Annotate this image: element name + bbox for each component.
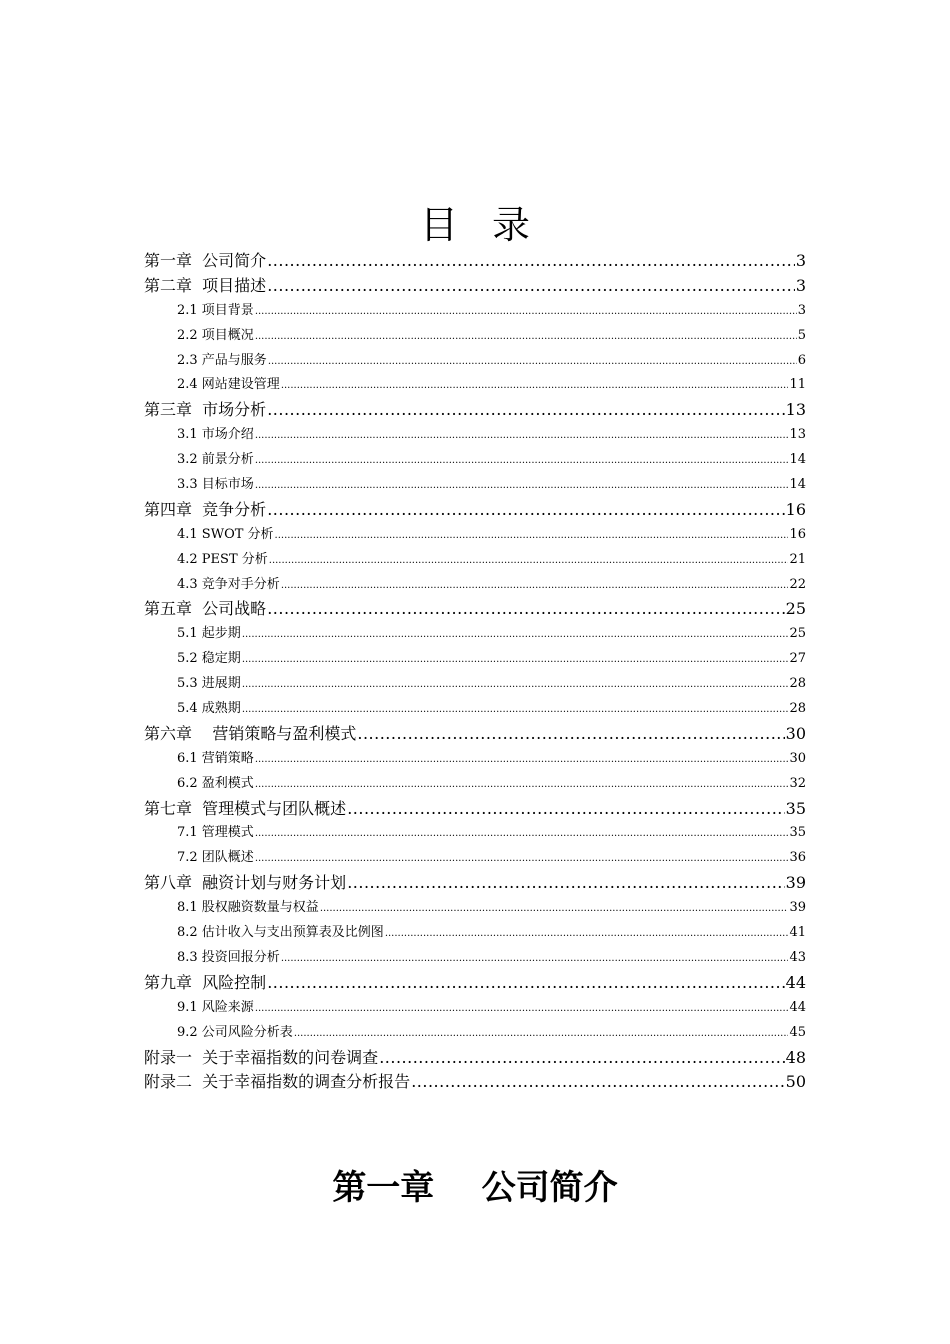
- toc-section-entry[interactable]: [144, 349, 806, 374]
- toc-entry-page-number: 14: [789, 477, 806, 493]
- toc-entry-label: 5.2 稳定期: [177, 651, 241, 667]
- toc-entry-label: 3.3 目标市场: [177, 477, 254, 493]
- toc-entry-label: 5.4 成熟期: [177, 701, 241, 717]
- toc-entry-label: 5.3 进展期: [177, 676, 241, 692]
- toc-dot-leader: [281, 373, 789, 398]
- toc-dot-leader: [255, 299, 797, 324]
- toc-entry-page-number: 28: [789, 701, 806, 717]
- toc-entry-label: 6.2 盈利模式: [177, 775, 254, 791]
- toc-dot-leader: [347, 871, 784, 896]
- toc-section-entry[interactable]: [144, 373, 806, 398]
- toc-chapter-entry[interactable]: [144, 274, 806, 299]
- toc-section-entry[interactable]: [144, 846, 806, 871]
- toc-section-entry[interactable]: [144, 622, 806, 647]
- toc-dot-leader: [267, 398, 784, 423]
- toc-entry-page-number: 27: [789, 651, 806, 667]
- toc-entry-page-number: 14: [789, 452, 806, 468]
- toc-section-entry[interactable]: [144, 672, 806, 697]
- toc-entry-label: 8.2 估计收入与支出预算表及比例图: [177, 925, 384, 941]
- toc-title: 目录: [419, 203, 564, 248]
- toc-entry-label: 第三章 市场分析: [144, 400, 267, 420]
- toc-entry-page-number: 13: [789, 427, 806, 443]
- toc-dot-leader: [320, 896, 789, 921]
- toc-entry-label: 6.1 营销策略: [177, 750, 254, 766]
- toc-chapter-entry[interactable]: [144, 871, 806, 896]
- toc-entry-page-number: 30: [789, 750, 806, 766]
- toc-entry-label: 8.3 投资回报分析: [177, 949, 280, 965]
- toc-entry-label: 第一章 公司简介: [144, 251, 267, 270]
- toc-entry-label: 2.1 项目背景: [177, 302, 254, 318]
- toc-entry-label: 第四章 竞争分析: [144, 499, 267, 519]
- toc-chapter-entry[interactable]: [144, 797, 806, 822]
- toc-section-entry[interactable]: [144, 523, 806, 548]
- toc-dot-leader: [275, 523, 789, 548]
- toc-entry-page-number: 39: [789, 900, 806, 916]
- toc-dot-leader: [357, 722, 784, 747]
- toc-dot-leader: [281, 946, 789, 971]
- toc-entry-page-number: 28: [789, 676, 806, 692]
- toc-entry-label: 第六章 营销策略与盈利模式: [144, 723, 357, 743]
- toc-section-entry[interactable]: [144, 423, 806, 448]
- toc-chapter-entry[interactable]: [144, 1070, 806, 1095]
- toc-dot-leader: [255, 996, 789, 1021]
- toc-entry-label: 3.2 前景分析: [177, 452, 254, 468]
- toc-section-entry[interactable]: [144, 1021, 806, 1046]
- toc-section-entry[interactable]: [144, 299, 806, 324]
- toc-dot-leader: [267, 249, 795, 274]
- toc-section-entry[interactable]: [144, 324, 806, 349]
- toc-entry-label: 5.1 起步期: [177, 626, 241, 642]
- toc-dot-leader: [267, 971, 784, 996]
- toc-section-entry[interactable]: [144, 548, 806, 573]
- toc-entry-page-number: 22: [789, 576, 806, 592]
- toc-entry-page-number: 32: [789, 775, 806, 791]
- toc-entry-page-number: 36: [789, 850, 806, 866]
- toc-section-entry[interactable]: [144, 821, 806, 846]
- toc-section-entry[interactable]: [144, 448, 806, 473]
- toc-dot-leader: [242, 647, 789, 672]
- toc-entry-page-number: 39: [785, 873, 806, 893]
- toc-entry-page-number: 3: [795, 251, 806, 270]
- toc-dot-leader: [294, 1021, 789, 1046]
- toc-dot-leader: [385, 921, 789, 946]
- toc-chapter-entry[interactable]: [144, 597, 806, 622]
- table-of-contents: [144, 249, 806, 1095]
- toc-chapter-entry[interactable]: [144, 398, 806, 423]
- toc-dot-leader: [255, 324, 797, 349]
- toc-entry-page-number: 3: [795, 275, 806, 295]
- toc-dot-leader: [268, 349, 797, 374]
- toc-dot-leader: [242, 622, 789, 647]
- toc-entry-label: 2.4 网站建设管理: [177, 377, 280, 393]
- toc-entry-label: 第二章 项目描述: [144, 275, 267, 295]
- toc-entry-page-number: 44: [789, 999, 806, 1015]
- toc-entry-label: 第八章 融资计划与财务计划: [144, 873, 347, 893]
- toc-entry-label: 7.2 团队概述: [177, 850, 254, 866]
- toc-dot-leader: [267, 498, 784, 523]
- toc-dot-leader: [255, 747, 789, 772]
- toc-section-entry[interactable]: [144, 573, 806, 598]
- toc-dot-leader: [255, 846, 789, 871]
- toc-dot-leader: [255, 423, 789, 448]
- toc-entry-page-number: 25: [785, 599, 806, 619]
- toc-dot-leader: [347, 797, 784, 822]
- toc-entry-label: 附录二 关于幸福指数的调查分析报告: [144, 1072, 411, 1092]
- toc-entry-page-number: 30: [785, 723, 806, 743]
- toc-entry-label: 第九章 风险控制: [144, 972, 267, 992]
- toc-dot-leader: [242, 697, 789, 722]
- toc-section-entry[interactable]: [144, 996, 806, 1021]
- toc-entry-page-number: 48: [785, 1047, 806, 1067]
- toc-entry-label: 9.2 公司风险分析表: [177, 1024, 293, 1040]
- toc-dot-leader: [267, 597, 784, 622]
- toc-chapter-entry[interactable]: [144, 249, 806, 274]
- toc-entry-page-number: 6: [797, 352, 806, 368]
- toc-entry-page-number: 41: [789, 925, 806, 941]
- toc-chapter-entry[interactable]: [144, 971, 806, 996]
- toc-section-entry[interactable]: [144, 921, 806, 946]
- toc-entry-label: 附录一 关于幸福指数的问卷调查: [144, 1047, 379, 1067]
- toc-entry-page-number: 25: [789, 626, 806, 642]
- toc-entry-page-number: 5: [797, 327, 806, 343]
- toc-entry-page-number: 16: [789, 526, 806, 542]
- toc-entry-page-number: 50: [785, 1072, 806, 1092]
- toc-entry-label: 8.1 股权融资数量与权益: [177, 900, 319, 916]
- toc-chapter-entry[interactable]: [144, 722, 806, 747]
- toc-entry-page-number: 3: [797, 302, 806, 318]
- toc-entry-label: 4.1 SWOT 分析: [177, 526, 274, 542]
- toc-entry-label: 4.3 竞争对手分析: [177, 576, 280, 592]
- toc-section-entry[interactable]: [144, 697, 806, 722]
- toc-dot-leader: [255, 821, 789, 846]
- toc-entry-page-number: 45: [789, 1024, 806, 1040]
- toc-entry-page-number: 21: [789, 551, 806, 567]
- toc-dot-leader: [267, 274, 795, 299]
- toc-dot-leader: [255, 448, 789, 473]
- toc-dot-leader: [379, 1046, 784, 1071]
- toc-entry-label: 2.3 产品与服务: [177, 352, 267, 368]
- toc-chapter-entry[interactable]: [144, 498, 806, 523]
- toc-dot-leader: [255, 473, 789, 498]
- chapter-heading: 第一章 公司简介: [332, 1168, 618, 1208]
- toc-chapter-entry[interactable]: [144, 1046, 806, 1071]
- toc-entry-page-number: 16: [785, 499, 806, 519]
- toc-entry-label: 第五章 公司战略: [144, 599, 267, 619]
- toc-entry-page-number: 13: [785, 400, 806, 420]
- toc-section-entry[interactable]: [144, 946, 806, 971]
- toc-entry-page-number: 11: [789, 377, 806, 393]
- toc-entry-label: 9.1 风险来源: [177, 999, 254, 1015]
- toc-entry-label: 4.2 PEST 分析: [177, 551, 268, 567]
- toc-entry-label: 7.1 管理模式: [177, 825, 254, 841]
- toc-entry-label: 第七章 管理模式与团队概述: [144, 798, 347, 818]
- toc-section-entry[interactable]: [144, 747, 806, 772]
- toc-entry-label: 2.2 项目概况: [177, 327, 254, 343]
- toc-section-entry[interactable]: [144, 647, 806, 672]
- toc-entry-page-number: 43: [789, 949, 806, 965]
- toc-entry-page-number: 35: [785, 798, 806, 818]
- toc-entry-label: 3.1 市场介绍: [177, 427, 254, 443]
- toc-entry-page-number: 44: [785, 972, 806, 992]
- toc-dot-leader: [281, 573, 789, 598]
- toc-section-entry[interactable]: [144, 473, 806, 498]
- toc-dot-leader: [411, 1070, 784, 1095]
- toc-dot-leader: [269, 548, 789, 573]
- toc-dot-leader: [255, 772, 789, 797]
- toc-entry-page-number: 35: [789, 825, 806, 841]
- toc-section-entry[interactable]: [144, 896, 806, 921]
- toc-section-entry[interactable]: [144, 772, 806, 797]
- toc-dot-leader: [242, 672, 789, 697]
